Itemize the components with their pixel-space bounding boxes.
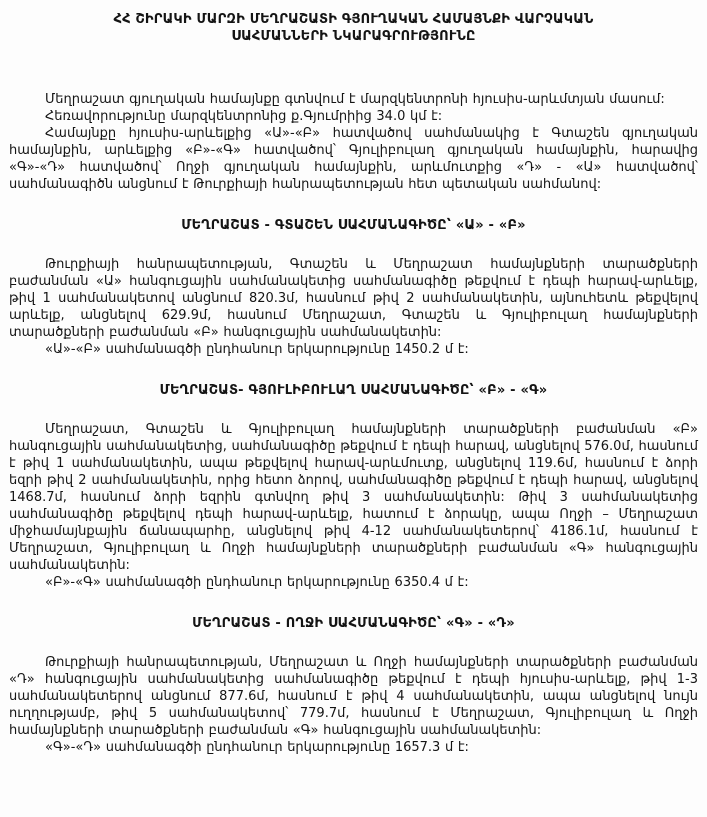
intro-paragraph-neighbors: Համայնքը հյուսիս-արևելքից «Ա»-«Բ» հատվածով սահմանակից է Գտաշեն գյուղական համայնքին, արևելքից «Բ»-«Գ» հատվածով՝ Գյուլիբուլաղ գյուղական համայնքին, հարավից «Գ»-«Դ» հատվածով՝ Ողջի գյուղական համայնքին, արևմուտքից «Դ» - «Ա» հատվածով՝ սահմանագիծն անցնում է Թուրքիայի հանրապետության հետ պետական սահմանով: bbox=[9, 126, 698, 192]
document-title-line-1: ՀՀ ՇԻՐԱԿԻ ՄԱՐԶԻ ՄԵՂՐԱՇԱՏԻ ԳՅՈՒՂԱԿԱՆ ՀԱՄԱՅՆՔԻ ՎԱՐՉԱԿԱՆ bbox=[113, 12, 594, 27]
section-body-a-b: Թուրքիայի հանրապետության, Գտաշեն և Մեղրաշատ համայնքների տարածքների բաժանման «Ա» հանգուցային սահմանակետից սահմանագիծը թեքվում է դեպի հարավ-արևելք, թիվ 1 սահմանակետով անցնում 820.3մ, հասնում թիվ 2 սահմանակետին, այնուհետև թեքվելով արևելք, անցնելով 629.9մ, հասնում Մեղրաշատ, Գտաշեն և Գյուլիբուլաղ համայնքների տարածքների բաժանման «Բ» հանգուցային սահմանակետին: bbox=[9, 257, 698, 340]
section-heading-b-g: ՄԵՂՐԱՇԱՏ- ԳՅՈՒԼԻԲՈՒԼԱՂ ՍԱՀՄԱՆԱԳԻԾԸ՝ «Բ» - «Գ» bbox=[159, 383, 548, 398]
section-heading-g-d: ՄԵՂՐԱՇԱՏ - ՈՂՋԻ ՍԱՀՄԱՆԱԳԻԾԸ՝ «Գ» - «Դ» bbox=[192, 616, 515, 631]
section-body-b-g: Մեղրաշատ, Գտաշեն և Գյուլիբուլաղ համայնքների տարածքների բաժանման «Բ» հանգուցային սահմանակետից, սահմանագիծը թեքվում է դեպի հարավ, անցնելով 576.0մ, հասնում է թիվ 1 սահմանակետին, ապա թեքվելով հարավ-արևմուտք, անցնելով 119.6մ, հասնում է ձորի եզրի թիվ 2 սահմանակետին, որից հետո ձորով, սահմանագիծը թեքվում է դեպի հարավ, անցնելով 1468.7մ, հասնում ձորի եզրին գտնվող թիվ 3 սահմանակետին: Թիվ 3 սահմանակետից սահմանագիծը թեքվելով դեպի հարավ-արևելք, հատում է ձորակը, ապա Ողջի – Մեղրաշատ միջհամայնքային ճանապարհը, անցնելով թիվ 4-12 սահմանակետերով՝ 4186.1մ, հասնում է Մեղրաշատ, Գյուլիբուլաղ և Ողջի համայնքների տարածքների բաժանման «Գ» հանգուցային սահմանակետին: bbox=[9, 422, 698, 573]
section-heading-a-b: ՄԵՂՐԱՇԱՏ - ԳՏԱՇԵՆ ՍԱՀՄԱՆԱԳԻԾԸ՝ «Ա» - «Բ» bbox=[181, 218, 526, 233]
intro-block bbox=[9, 91, 698, 193]
section-total-length-a-b: «Ա»-«Բ» սահմանագծի ընդհանուր երկարությունը 1450.2 մ է: bbox=[45, 342, 469, 357]
document-title-line-2: ՍԱՀՄԱՆՆԵՐԻ ՆԿԱՐԱԳՐՈՒԹՅՈՒՆԸ bbox=[231, 28, 476, 44]
intro-paragraph-location: Մեղրաշատ գյուղական համայնքը գտնվում է մարզկենտրոնի հյուսիս-արևմտյան մասում: bbox=[45, 92, 665, 107]
document-title bbox=[39, 12, 668, 45]
section-boundary-b-g bbox=[9, 382, 698, 591]
section-boundary-g-d bbox=[9, 615, 698, 756]
section-total-length-b-g: «Բ»-«Գ» սահմանագծի ընդհանուր երկարությունը 6350.4 մ է: bbox=[45, 575, 469, 590]
intro-paragraph-distance: Հեռավորությունը մարզկենտրոնից ք.Գյումրիից 34.0 կմ է: bbox=[45, 109, 443, 124]
section-boundary-a-b bbox=[9, 217, 698, 358]
section-total-length-g-d: «Գ»-«Դ» սահմանագծի ընդհանուր երկարությունը 1657.3 մ է: bbox=[45, 740, 469, 755]
section-body-g-d: Թուրքիայի հանրապետության, Մեղրաշատ և Ողջի համայնքների տարածքների բաժանման «Դ» հանգուցային սահմանակետից սահմանագիծը թեքվում է դեպի հյուսիս-արևելք, թիվ 1-3 սահմանակետերով անցնում 877.6մ, հասնում է թիվ 4 սահմանակետին, ապա անցնելով նույն ուղղությամբ, թիվ 5 սահմանակետով՝ 779.7մ, հասնում է Մեղրաշատ, Գյուլիբուլաղ և Ողջի համայնքների տարածքների բաժանման «Գ» հանգուցային սահմանակետին: bbox=[9, 655, 698, 738]
